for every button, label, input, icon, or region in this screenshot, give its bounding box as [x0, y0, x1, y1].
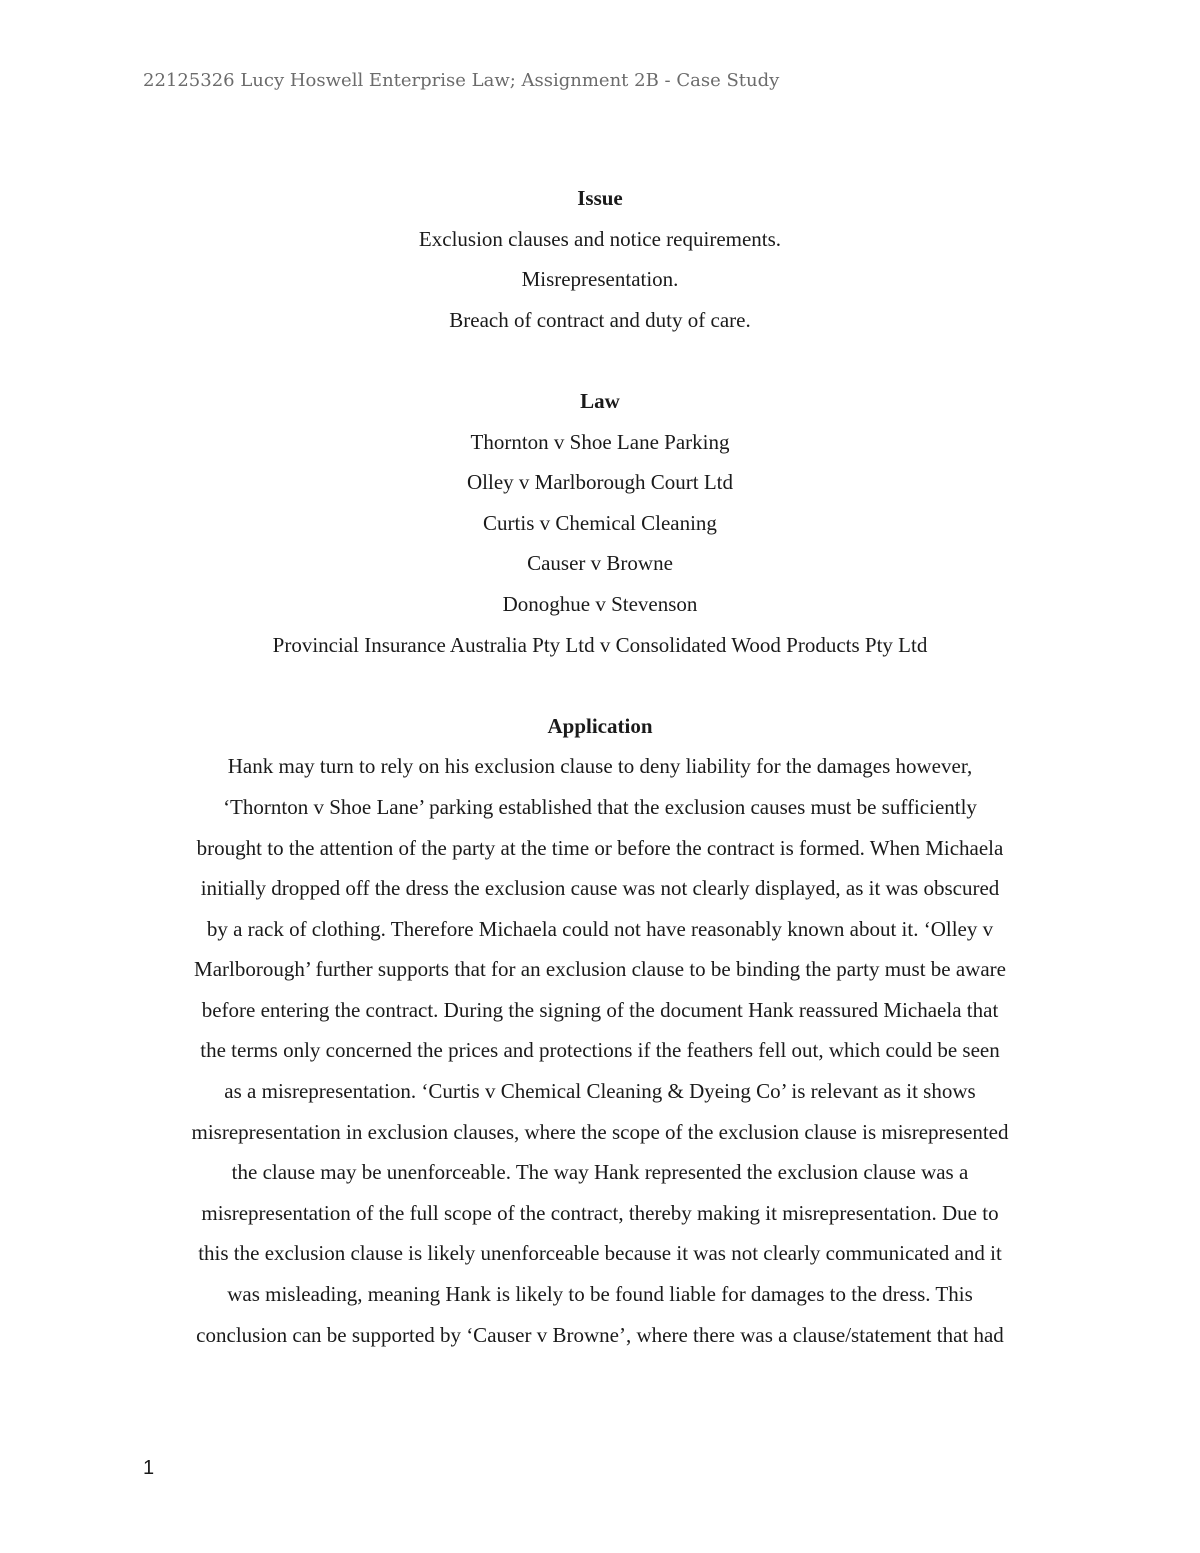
paragraph-line: Hank may turn to rely on his exclusion clause to deny liability for the damages however, — [227, 754, 973, 779]
paragraph-line: ‘Thornton v Shoe Lane’ parking established that the exclusion causes must be sufficiently — [223, 794, 977, 819]
issue-line: Breach of contract and duty of care. — [449, 307, 751, 332]
law-case: Donoghue v Stevenson — [502, 591, 698, 616]
paragraph-line: initially dropped off the dress the exclusion cause was not clearly displayed, as it was obscured — [200, 876, 1000, 901]
section-spacer — [100, 340, 1100, 381]
paragraph-line: by a rack of clothing. Therefore Michaela could not have reasonably known about it. ‘Olley v — [206, 916, 994, 941]
law-case: Curtis v Chemical Cleaning — [483, 510, 717, 535]
document-body — [100, 178, 1100, 1355]
issue-line: Misrepresentation. — [521, 267, 679, 292]
page-header: 22125326 Lucy Hoswell Enterprise Law; Assignment 2B - Case Study — [143, 70, 780, 91]
paragraph-line: the clause may be unenforceable. The way Hank represented the exclusion clause was a — [231, 1160, 969, 1185]
issue-section — [100, 178, 1100, 340]
paragraph-line: Marlborough’ further supports that for an exclusion clause to be binding the party must be aware — [194, 957, 1006, 982]
law-case: Thornton v Shoe Lane Parking — [470, 429, 730, 454]
law-case: Causer v Browne — [527, 551, 673, 576]
paragraph-line: brought to the attention of the party at the time or before the contract is formed. When Michaela — [196, 835, 1004, 860]
paragraph-line: conclusion can be supported by ‘Causer v Browne’, where there was a clause/statement that had — [196, 1322, 1004, 1347]
law-case: Provincial Insurance Australia Pty Ltd v Consolidated Wood Products Pty Ltd — [272, 632, 928, 657]
law-heading: Law — [580, 388, 620, 413]
application-paragraph — [140, 746, 1060, 1355]
paragraph-line: misrepresentation of the full scope of the contract, thereby making it misrepresentation. Due to — [201, 1200, 999, 1225]
issue-heading: Issue — [577, 186, 623, 210]
page-number: 1 — [143, 1457, 155, 1479]
application-section — [100, 706, 1100, 1356]
law-case: Olley v Marlborough Court Ltd — [467, 470, 733, 495]
paragraph-line: the terms only concerned the prices and protections if the feathers fell out, which could be seen — [200, 1038, 1000, 1063]
paragraph-line: before entering the contract. During the signing of the document Hank reassured Michaela that — [201, 997, 999, 1022]
paragraph-line: this the exclusion clause is likely unenforceable because it was not clearly communicated and it — [198, 1241, 1002, 1266]
paragraph-line: was misleading, meaning Hank is likely to be found liable for damages to the dress. This — [227, 1282, 973, 1307]
paragraph-line: as a misrepresentation. ‘Curtis v Chemical Cleaning & Dyeing Co’ is relevant as it shows — [224, 1079, 976, 1104]
law-section — [100, 381, 1100, 665]
issue-line: Exclusion clauses and notice requirements. — [418, 226, 782, 251]
application-heading: Application — [547, 713, 653, 738]
paragraph-line: misrepresentation in exclusion clauses, where the scope of the exclusion clause is misrepresented — [191, 1119, 1009, 1144]
section-spacer — [100, 665, 1100, 706]
